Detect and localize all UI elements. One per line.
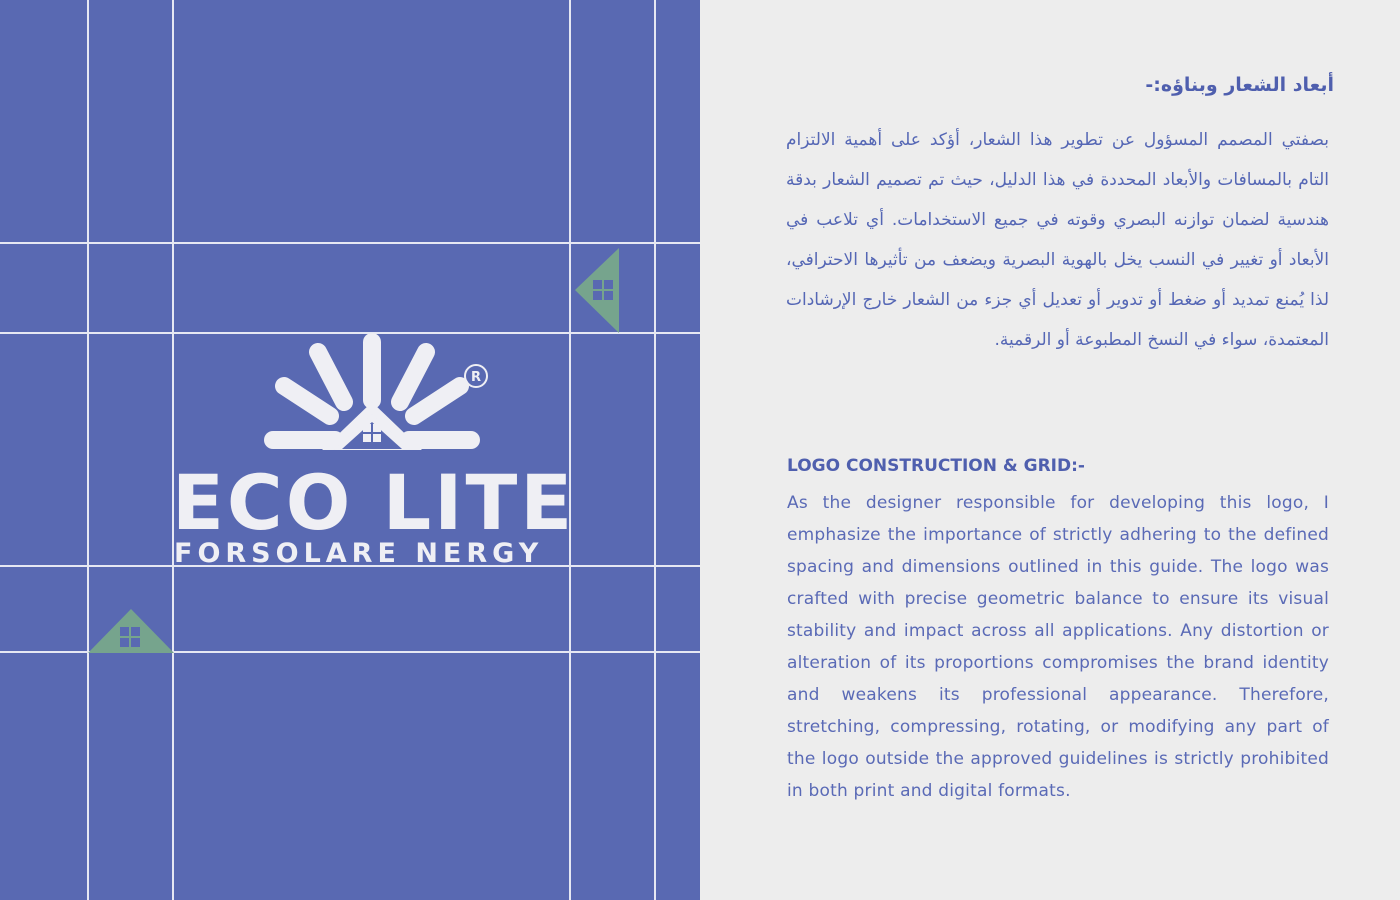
house-roof-icon xyxy=(575,248,619,333)
registered-icon xyxy=(463,363,489,389)
grid-line-vertical xyxy=(87,0,89,900)
brand-name: ECO LITE xyxy=(172,458,576,547)
arabic-section-body: بصفتي المصمم المسؤول عن تطوير هذا الشعار، أؤكد على أهمية الالتزام التام بالمسافات والأبعاد المحددة في هذا الدليل، حيث تم تصميم الشعار بدقة هندسية لضمان توازنه البصري وقوته في جميع الاستخدامات. أي تلاعب في الأبعاد أو تغيير في النسب يخل بالهوية البصرية ويضعف من تأثيرها الاحترافي، لذا يُمنع تمديد أو ضغط أو تدوير أو تعديل أي جزء من الشعار خارج الإرشادات المعتمدة، سواء في النسخ المطبوعة أو الرقمية. xyxy=(786,130,1329,350)
grid-line-vertical xyxy=(654,0,656,900)
grid-line-horizontal xyxy=(0,242,700,244)
house-roof-icon xyxy=(88,609,174,653)
english-section-body: As the designer responsible for developing this logo, I emphasize the importance of strictly adhering to the defined spacing and dimensions outlined in this guide. The logo was crafted with precise geometric balance to ensure its visual stability and impact across all applications. Any distortion or alteration of its proportions compromises the brand identity and weakens its professional appearance. Therefore, stretching, compressing, rotating, or modifying any part of the logo outside the approved guidelines is strictly prohibited in both print and digital formats. xyxy=(787,493,1329,801)
svg-text:R: R xyxy=(470,370,482,385)
brand-tagline: FORSOLARE NERGY xyxy=(174,538,544,569)
english-section-title: LOGO CONSTRUCTION & GRID:- xyxy=(787,456,1085,476)
arabic-section-title: أبعاد الشعار وبناؤه:- xyxy=(1145,74,1334,96)
